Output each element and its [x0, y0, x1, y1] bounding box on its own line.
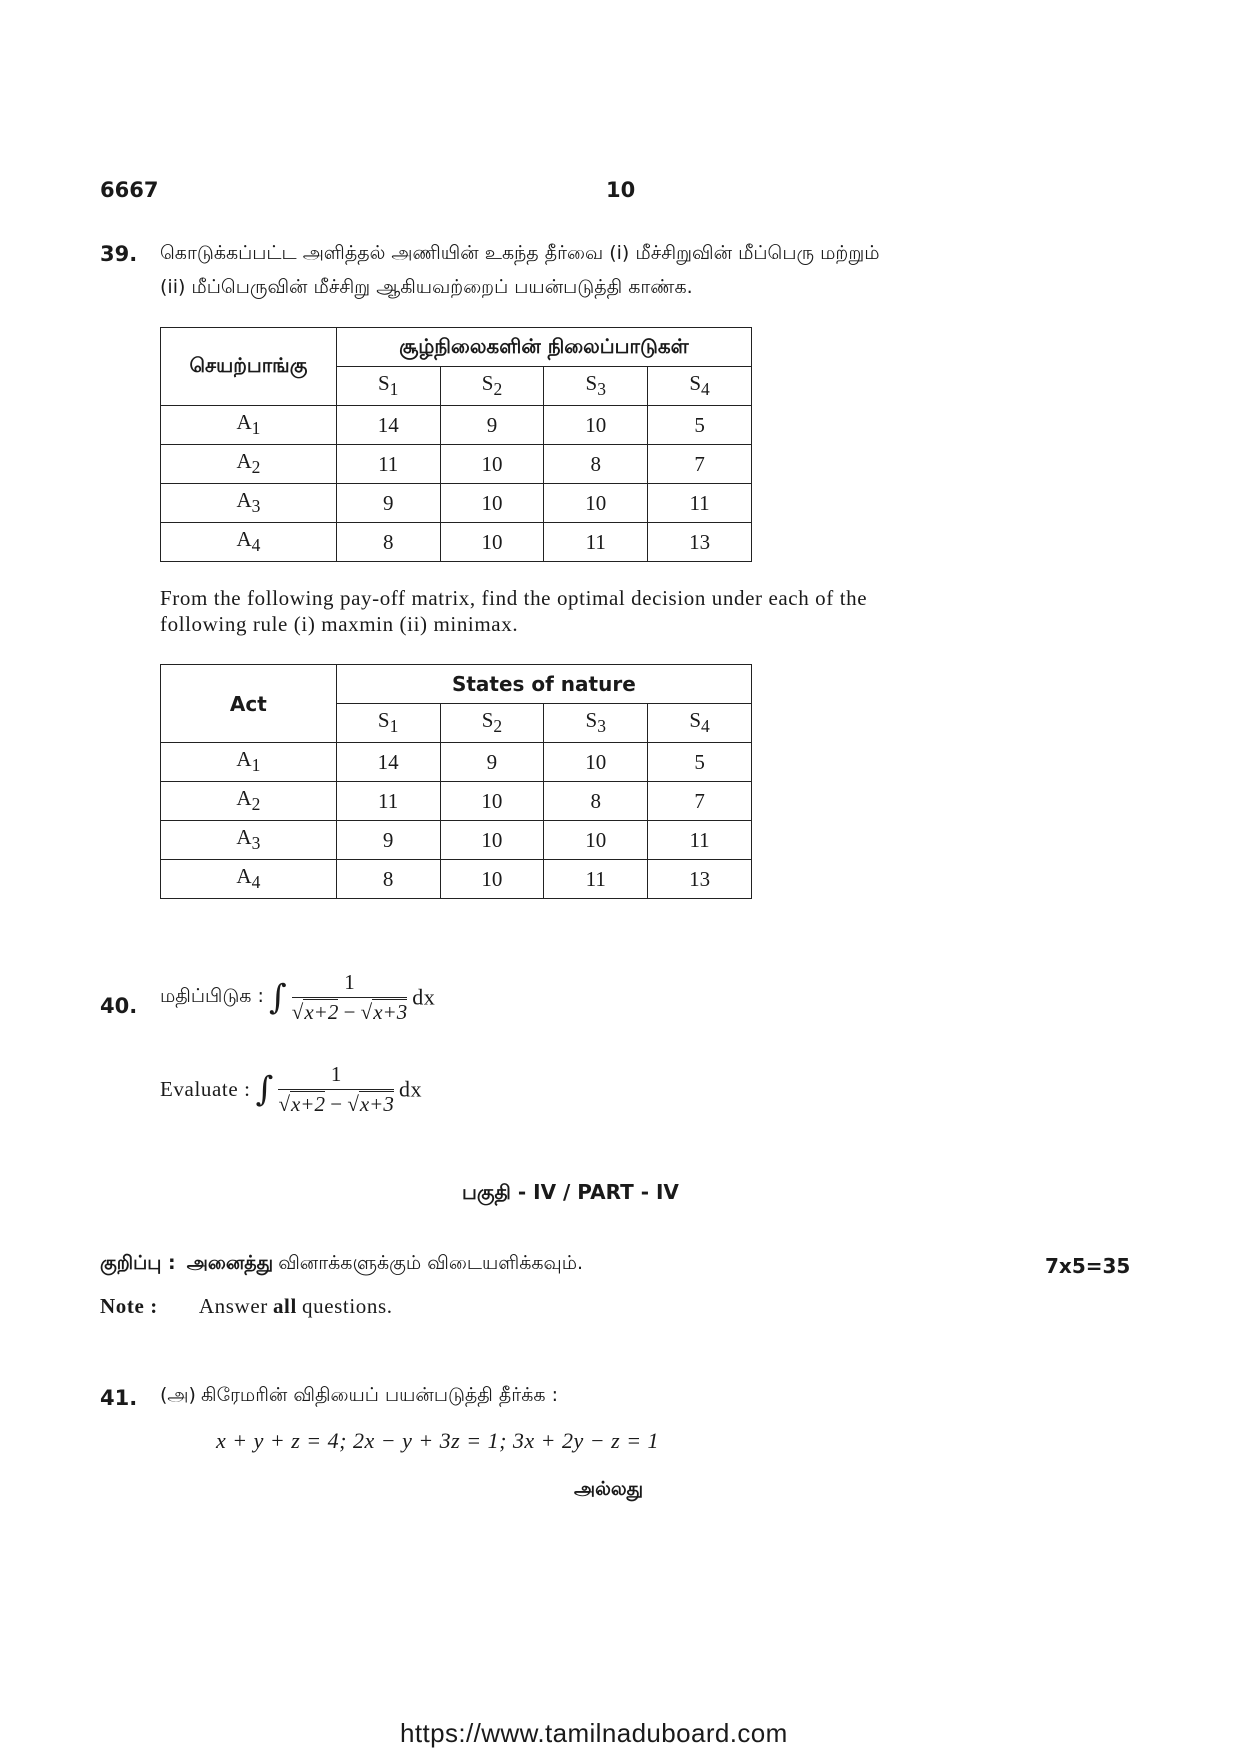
payoff-cell: 10 [440, 821, 544, 860]
numerator: 1 [344, 970, 355, 994]
differential: dx [398, 1076, 422, 1102]
payoff-cell: 7 [648, 445, 752, 484]
note-english-post: questions. [302, 1294, 393, 1318]
table-row [161, 406, 752, 445]
act-label: $A_1$ [161, 406, 337, 445]
act-label: $A_2$ [161, 782, 337, 821]
payoff-cell: 14 [336, 406, 440, 445]
fraction [278, 1062, 393, 1117]
question-41-number: 41. [100, 1386, 138, 1410]
payoff-cell: 11 [648, 821, 752, 860]
differential: dx [412, 984, 436, 1010]
table-row [161, 782, 752, 821]
marks-allocation: 7x5=35 [1045, 1254, 1131, 1278]
note-english-pre: Answer [198, 1294, 268, 1318]
payoff-cell: 14 [336, 743, 440, 782]
payoff-cell: 11 [544, 860, 648, 899]
payoff-table-english [160, 664, 752, 899]
payoff-cell: 10 [440, 782, 544, 821]
state-header: $S_2$ [440, 704, 544, 743]
q40-english-label: Evaluate : [160, 1077, 251, 1101]
payoff-cell: 10 [440, 860, 544, 899]
paper-code: 6667 [100, 178, 159, 202]
q39-english-line-1: From the following pay-off matrix, find the optimal decision under each of the [160, 586, 868, 610]
q39-tamil-line-2: (ii) மீப்பெருவின் மீச்சிறு ஆகியவற்றைப் பயன்படுத்தி காண்க. [160, 276, 693, 298]
part-4-heading: பகுதி - IV / PART - IV [462, 1180, 679, 1204]
payoff-cell: 10 [440, 484, 544, 523]
note-tamil-emphasis: அனைத்து [186, 1252, 274, 1274]
payoff-cell: 5 [648, 406, 752, 445]
payoff-cell: 8 [544, 782, 648, 821]
payoff-cell: 11 [336, 782, 440, 821]
q40-english-expression [160, 1062, 422, 1117]
state-header: $S_4$ [648, 704, 752, 743]
table-row [161, 743, 752, 782]
payoff-cell: 11 [336, 445, 440, 484]
payoff-cell: 8 [336, 860, 440, 899]
payoff-cell: 9 [440, 406, 544, 445]
state-header: $S_4$ [648, 367, 752, 406]
option-label: (அ) [160, 1384, 196, 1406]
act-label: $A_3$ [161, 821, 337, 860]
payoff-cell: 8 [336, 523, 440, 562]
english-states-header: States of nature [336, 665, 751, 704]
payoff-cell: 5 [648, 743, 752, 782]
payoff-cell: 10 [440, 523, 544, 562]
payoff-cell: 9 [336, 821, 440, 860]
payoff-cell: 13 [648, 860, 752, 899]
act-label: $A_3$ [161, 484, 337, 523]
payoff-cell: 11 [544, 523, 648, 562]
payoff-cell: 10 [544, 821, 648, 860]
table-row [161, 860, 752, 899]
tamil-states-header: சூழ்நிலைகளின் நிலைப்பாடுகள் [336, 328, 751, 367]
payoff-cell: 7 [648, 782, 752, 821]
table-row [161, 821, 752, 860]
table-row [161, 445, 752, 484]
payoff-cell: 13 [648, 523, 752, 562]
integral-sign: ∫ [255, 1069, 274, 1110]
footer-url: https://www.tamilnaduboard.com [400, 1718, 788, 1748]
numerator: 1 [330, 1062, 342, 1086]
state-header: $S_3$ [544, 704, 648, 743]
payoff-cell: 8 [544, 445, 648, 484]
q41-equations: x + y + z = 4; 2x − y + 3z = 1; 3x + 2y − z = 1 [216, 1428, 660, 1453]
q40-tamil-label: மதிப்பிடுக : [160, 985, 264, 1007]
state-header: $S_3$ [544, 367, 648, 406]
state-header: $S_1$ [336, 367, 440, 406]
question-39-number: 39. [100, 242, 138, 266]
tamil-act-header: செயற்பாங்கு [161, 328, 337, 406]
note-english-emphasis: all [272, 1294, 297, 1318]
q41-instruction-line [160, 1384, 558, 1409]
payoff-table-tamil [160, 327, 752, 562]
state-header: $S_2$ [440, 367, 544, 406]
payoff-cell: 9 [336, 484, 440, 523]
act-label: $A_4$ [161, 523, 337, 562]
question-40-number: 40. [100, 994, 138, 1018]
payoff-cell: 10 [440, 445, 544, 484]
fraction [292, 970, 407, 1025]
q39-english-line-2: following rule (i) maxmin (ii) minimax. [160, 612, 519, 636]
note-english [100, 1294, 393, 1319]
payoff-cell: 11 [648, 484, 752, 523]
note-tamil-label: குறிப்பு : [100, 1252, 176, 1274]
denominator: √x+2 − √x+3 [278, 1089, 393, 1117]
denominator: √x+2 − √x+3 [292, 997, 407, 1025]
integral-sign: ∫ [268, 977, 287, 1018]
table-row [161, 484, 752, 523]
payoff-cell: 10 [544, 484, 648, 523]
act-label: $A_1$ [161, 743, 337, 782]
or-separator: அல்லது [574, 1478, 644, 1500]
note-tamil [100, 1252, 583, 1277]
note-english-label: Note : [100, 1294, 158, 1318]
payoff-cell: 9 [440, 743, 544, 782]
payoff-cell: 10 [544, 743, 648, 782]
act-label: $A_2$ [161, 445, 337, 484]
q41-instruction: கிரேமரின் விதியைப் பயன்படுத்தி தீர்க்க : [201, 1384, 558, 1406]
q40-tamil-expression [160, 970, 435, 1025]
page-number: 10 [606, 178, 636, 202]
table-row [161, 523, 752, 562]
english-act-header: Act [161, 665, 337, 743]
q39-tamil-line-1: கொடுக்கப்பட்ட அளித்தல் அணியின் உகந்த தீர்வை (i) மீச்சிறுவின் மீப்பெரு மற்றும் [160, 242, 880, 264]
payoff-cell: 10 [544, 406, 648, 445]
act-label: $A_4$ [161, 860, 337, 899]
note-tamil-text: வினாக்களுக்கும் விடையளிக்கவும். [278, 1252, 584, 1274]
state-header: $S_1$ [336, 704, 440, 743]
